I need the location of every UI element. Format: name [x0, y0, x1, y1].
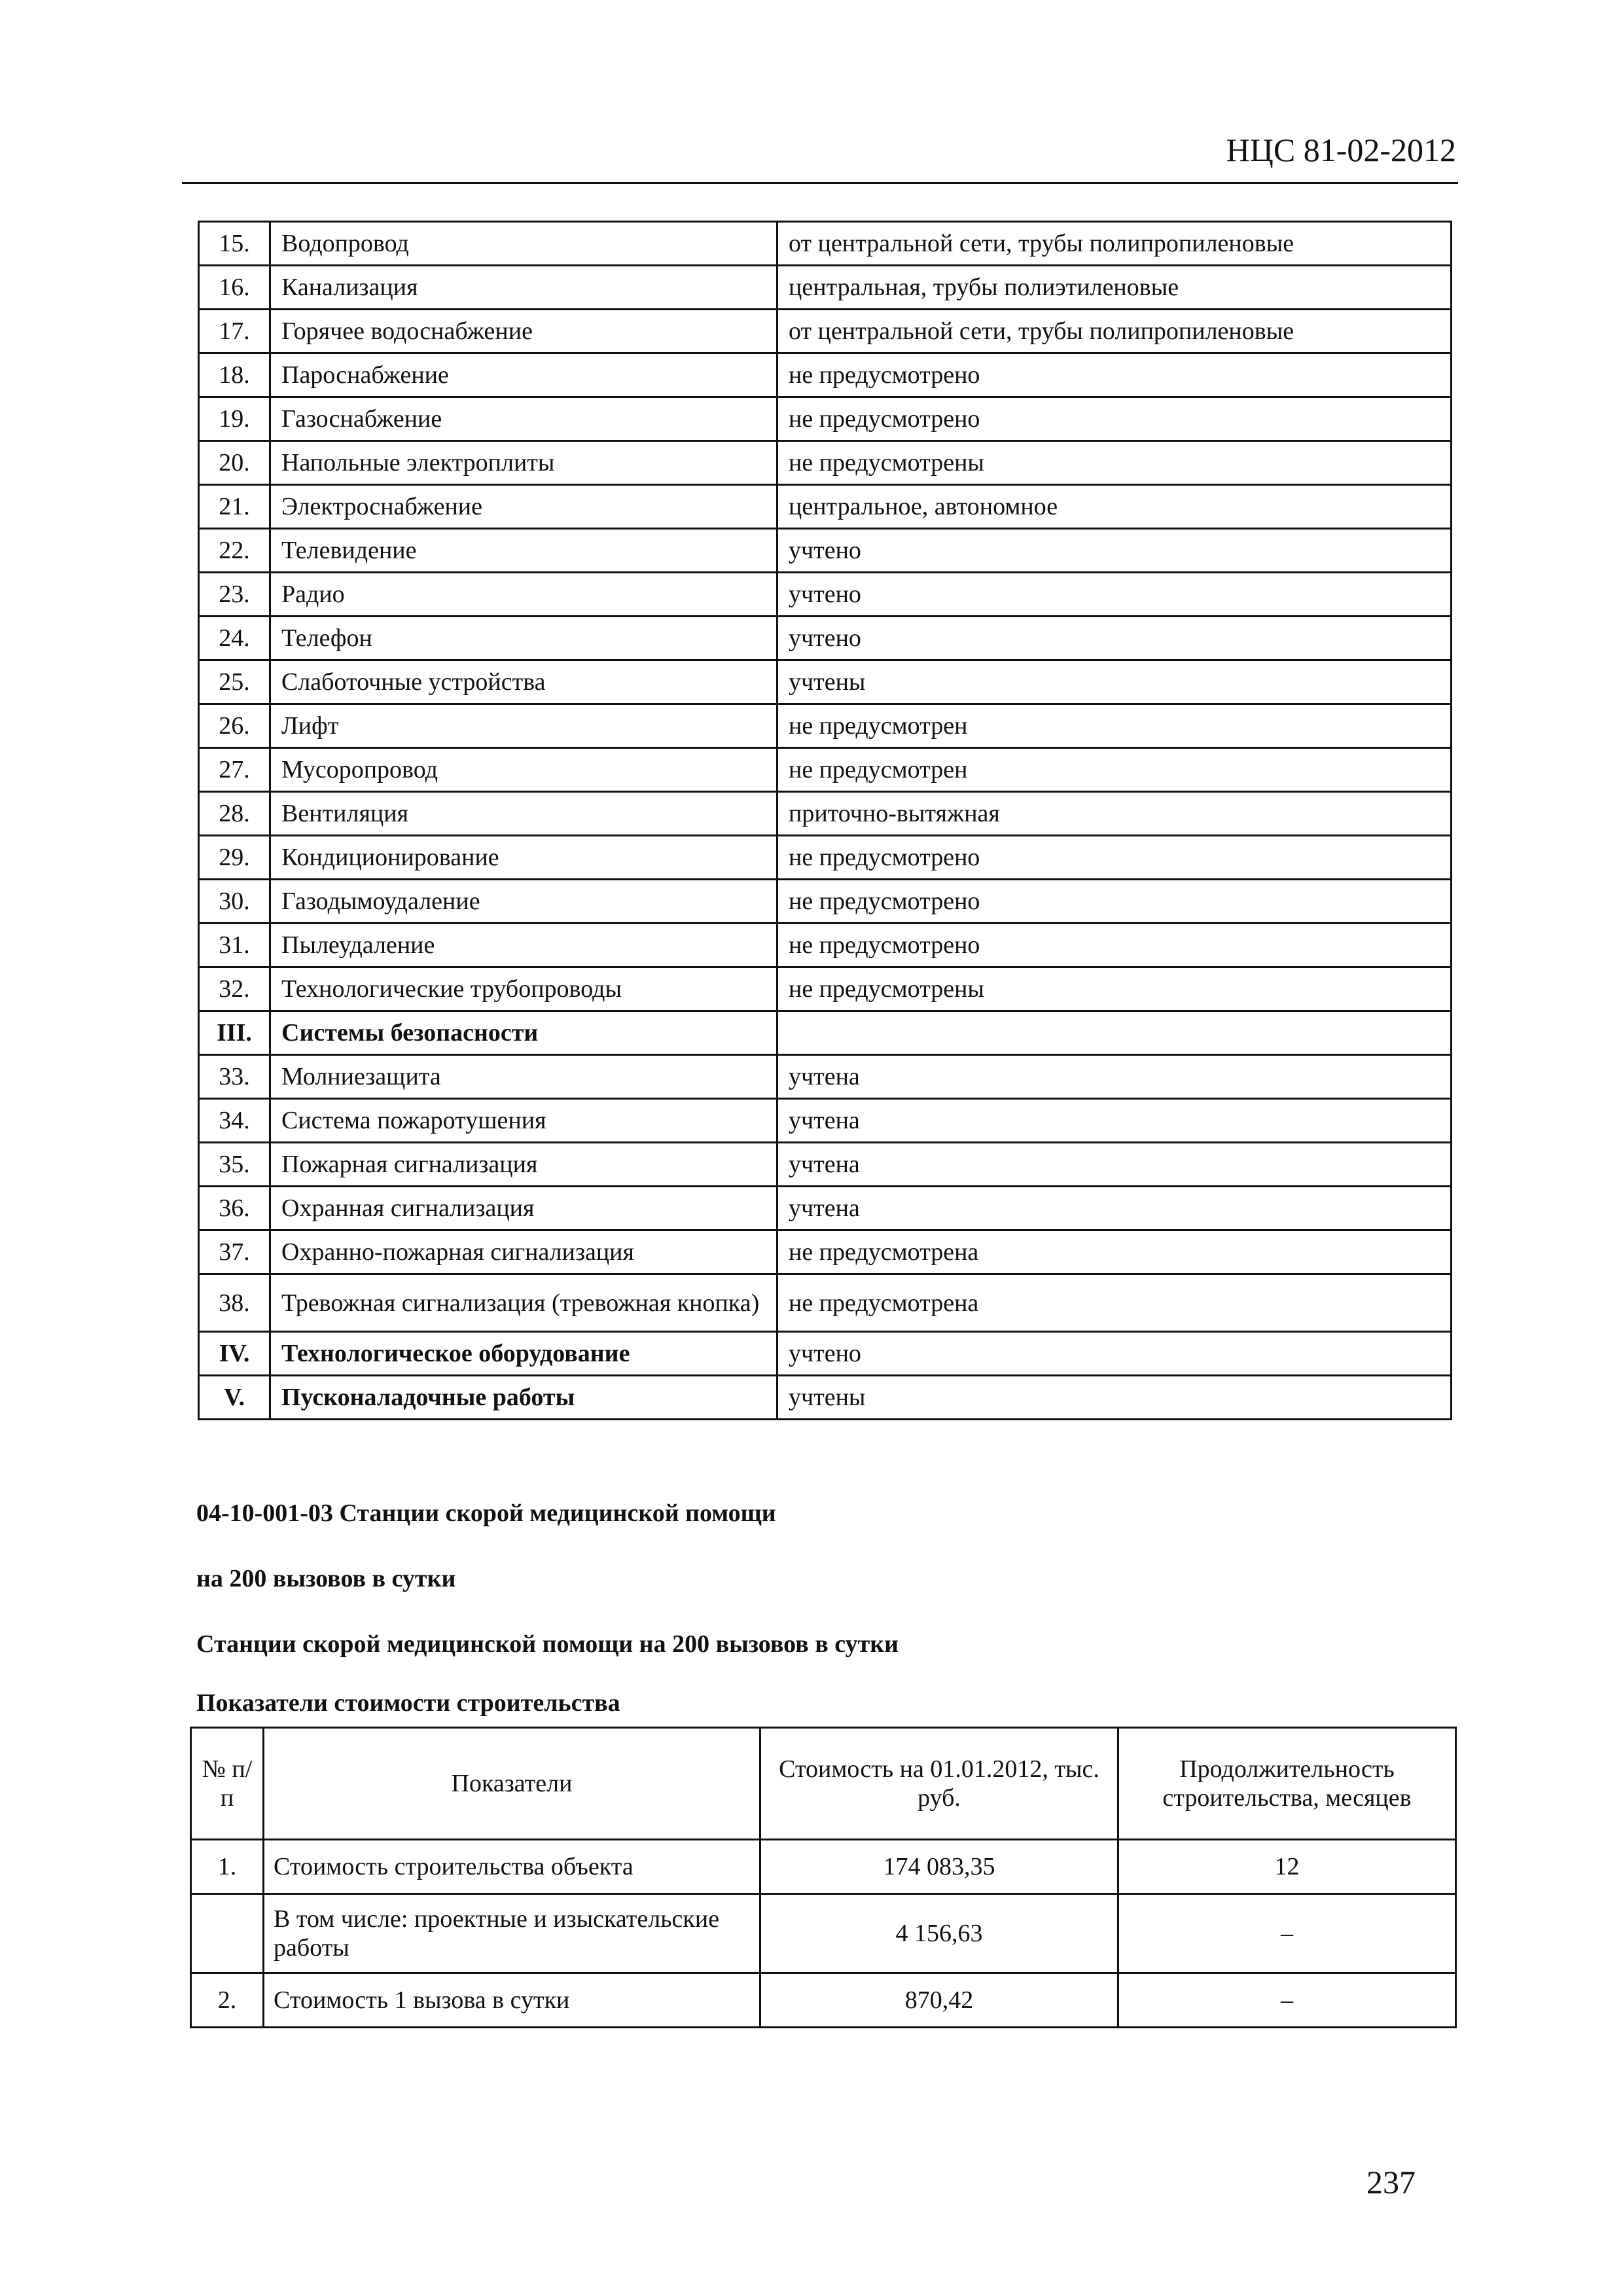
spec-row	[199, 353, 1452, 397]
spec-row-num: 20.	[199, 441, 270, 485]
header-duration: Продолжительность строительства, месяцев	[1118, 1728, 1456, 1840]
spec-row-name: Газоснабжение	[270, 397, 777, 441]
spec-row	[199, 1376, 1452, 1420]
spec-row-num: 27.	[199, 748, 270, 792]
spec-row-value: не предусмотрена	[777, 1230, 1452, 1274]
spec-row-num: 31.	[199, 924, 270, 967]
row-duration: –	[1118, 1973, 1456, 2028]
spec-row-value: учтена	[777, 1143, 1452, 1187]
spec-row-value: учтены	[777, 660, 1452, 704]
cost-table-header-row	[191, 1728, 1456, 1840]
spec-row-num: III.	[199, 1011, 270, 1055]
spec-row-name: Кондиционирование	[270, 836, 777, 880]
spec-row	[199, 310, 1452, 353]
spec-row-name: Система пожаротушения	[270, 1099, 777, 1143]
spec-row-name: Технологическое оборудование	[270, 1332, 777, 1376]
spec-row-num: V.	[199, 1376, 270, 1420]
row-num	[191, 1894, 264, 1973]
spec-row-name: Системы безопасности	[270, 1011, 777, 1055]
spec-row-num: 36.	[199, 1187, 270, 1230]
spec-row-num: 18.	[199, 353, 270, 397]
spec-row	[199, 1187, 1452, 1230]
row-cost: 4 156,63	[760, 1894, 1118, 1973]
row-duration: –	[1118, 1894, 1456, 1973]
specification-table-body	[199, 222, 1452, 1420]
spec-row-num: IV.	[199, 1332, 270, 1376]
spec-row-value: от центральной сети, трубы полипропиленовые	[777, 222, 1452, 266]
spec-row-value: не предусмотрен	[777, 704, 1452, 748]
spec-row-num: 28.	[199, 792, 270, 836]
spec-row-value: центральная, трубы полиэтиленовые	[777, 266, 1452, 310]
row-duration: 12	[1118, 1840, 1456, 1894]
spec-row	[199, 573, 1452, 617]
spec-row-num: 17.	[199, 310, 270, 353]
spec-row	[199, 222, 1452, 266]
spec-row-name: Газодымоудаление	[270, 880, 777, 924]
spec-row	[199, 924, 1452, 967]
row-indicator: В том числе: проектные и изыскательские работы	[264, 1894, 760, 1973]
spec-row-name: Телефон	[270, 617, 777, 660]
spec-row	[199, 617, 1452, 660]
row-indicator: Стоимость 1 вызова в сутки	[264, 1973, 760, 2028]
spec-row-num: 38.	[199, 1274, 270, 1332]
spec-row	[199, 836, 1452, 880]
spec-row-value: учтены	[777, 1376, 1452, 1420]
section-subtitle: Станции скорой медицинской помощи на 200 вызовов в сутки	[196, 1630, 899, 1658]
spec-row-value: от центральной сети, трубы полипропиленовые	[777, 310, 1452, 353]
spec-row-value: не предусмотрено	[777, 880, 1452, 924]
section-code-title: 04-10-001-03 Станции скорой медицинской помощи	[196, 1499, 776, 1527]
header-rule	[182, 182, 1458, 184]
spec-row-name: Водопровод	[270, 222, 777, 266]
spec-row-value: не предусмотрены	[777, 967, 1452, 1011]
spec-row-name: Тревожная сигнализация (тревожная кнопка)	[270, 1274, 777, 1332]
spec-row-num: 35.	[199, 1143, 270, 1187]
row-cost: 174 083,35	[760, 1840, 1118, 1894]
spec-row-name: Радио	[270, 573, 777, 617]
spec-row	[199, 1274, 1452, 1332]
spec-row	[199, 1143, 1452, 1187]
spec-row	[199, 660, 1452, 704]
spec-row-name: Электроснабжение	[270, 485, 777, 529]
document-code: НЦС 81-02-2012	[1226, 132, 1456, 168]
spec-row-value: не предусмотрено	[777, 353, 1452, 397]
spec-row-name: Пусконаладочные работы	[270, 1376, 777, 1420]
spec-row-name: Охранная сигнализация	[270, 1187, 777, 1230]
cost-table-row	[191, 1894, 1456, 1973]
cost-table-row	[191, 1840, 1456, 1894]
spec-row-name: Лифт	[270, 704, 777, 748]
spec-row-num: 22.	[199, 529, 270, 573]
spec-row-name: Телевидение	[270, 529, 777, 573]
spec-row-value: приточно-вытяжная	[777, 792, 1452, 836]
spec-row-value	[777, 1011, 1452, 1055]
spec-row-name: Слаботочные устройства	[270, 660, 777, 704]
spec-row	[199, 792, 1452, 836]
spec-row-num: 25.	[199, 660, 270, 704]
spec-row-name: Пожарная сигнализация	[270, 1143, 777, 1187]
row-cost: 870,42	[760, 1973, 1118, 2028]
spec-row-value: учтено	[777, 573, 1452, 617]
spec-row-value: не предусмотрен	[777, 748, 1452, 792]
cost-table-row	[191, 1973, 1456, 2028]
spec-row-value: не предусмотрены	[777, 441, 1452, 485]
spec-row-value: не предусмотрена	[777, 1274, 1452, 1332]
spec-row	[199, 880, 1452, 924]
header-num: № п/п	[191, 1728, 264, 1840]
spec-row-name: Охранно-пожарная сигнализация	[270, 1230, 777, 1274]
specification-table	[198, 221, 1452, 1420]
spec-row-name: Мусоропровод	[270, 748, 777, 792]
spec-row	[199, 1230, 1452, 1274]
spec-row-name: Пылеудаление	[270, 924, 777, 967]
spec-row	[199, 397, 1452, 441]
spec-row-num: 34.	[199, 1099, 270, 1143]
spec-row	[199, 441, 1452, 485]
spec-row	[199, 704, 1452, 748]
spec-row-value: учтена	[777, 1099, 1452, 1143]
spec-row-num: 29.	[199, 836, 270, 880]
row-num: 2.	[191, 1973, 264, 2028]
spec-row-num: 19.	[199, 397, 270, 441]
spec-row	[199, 1332, 1452, 1376]
spec-row-num: 23.	[199, 573, 270, 617]
spec-row-name: Молниезащита	[270, 1055, 777, 1099]
page-number: 237	[1366, 2164, 1416, 2200]
header-indicator: Показатели	[264, 1728, 760, 1840]
spec-row-name: Пароснабжение	[270, 353, 777, 397]
spec-row	[199, 529, 1452, 573]
spec-row-name: Канализация	[270, 266, 777, 310]
spec-row	[199, 266, 1452, 310]
cost-indicators-table	[190, 1727, 1457, 2028]
spec-row-value: учтено	[777, 617, 1452, 660]
spec-row-num: 15.	[199, 222, 270, 266]
spec-row-value: не предусмотрено	[777, 397, 1452, 441]
row-indicator: Стоимость строительства объекта	[264, 1840, 760, 1894]
spec-row-num: 33.	[199, 1055, 270, 1099]
spec-row-num: 16.	[199, 266, 270, 310]
spec-row-num: 24.	[199, 617, 270, 660]
spec-row-num: 32.	[199, 967, 270, 1011]
spec-row-value: учтена	[777, 1187, 1452, 1230]
spec-row	[199, 485, 1452, 529]
spec-row-name: Технологические трубопроводы	[270, 967, 777, 1011]
spec-row	[199, 1055, 1452, 1099]
spec-row-num: 37.	[199, 1230, 270, 1274]
section-code-title-line2: на 200 вызовов в сутки	[196, 1565, 456, 1592]
row-num: 1.	[191, 1840, 264, 1894]
spec-row-value: учтена	[777, 1055, 1452, 1099]
spec-row	[199, 1099, 1452, 1143]
spec-row	[199, 1011, 1452, 1055]
spec-row-num: 30.	[199, 880, 270, 924]
spec-row-value: учтено	[777, 529, 1452, 573]
header-cost: Стоимость на 01.01.2012, тыс. руб.	[760, 1728, 1118, 1840]
spec-row-value: не предусмотрено	[777, 924, 1452, 967]
spec-row-value: центральное, автономное	[777, 485, 1452, 529]
spec-row-value: не предусмотрено	[777, 836, 1452, 880]
spec-row-value: учтено	[777, 1332, 1452, 1376]
spec-row-name: Вентиляция	[270, 792, 777, 836]
spec-row-num: 26.	[199, 704, 270, 748]
spec-row	[199, 748, 1452, 792]
cost-table-caption: Показатели стоимости строительства	[196, 1689, 620, 1717]
spec-row	[199, 967, 1452, 1011]
spec-row-name: Напольные электроплиты	[270, 441, 777, 485]
spec-row-name: Горячее водоснабжение	[270, 310, 777, 353]
spec-row-num: 21.	[199, 485, 270, 529]
